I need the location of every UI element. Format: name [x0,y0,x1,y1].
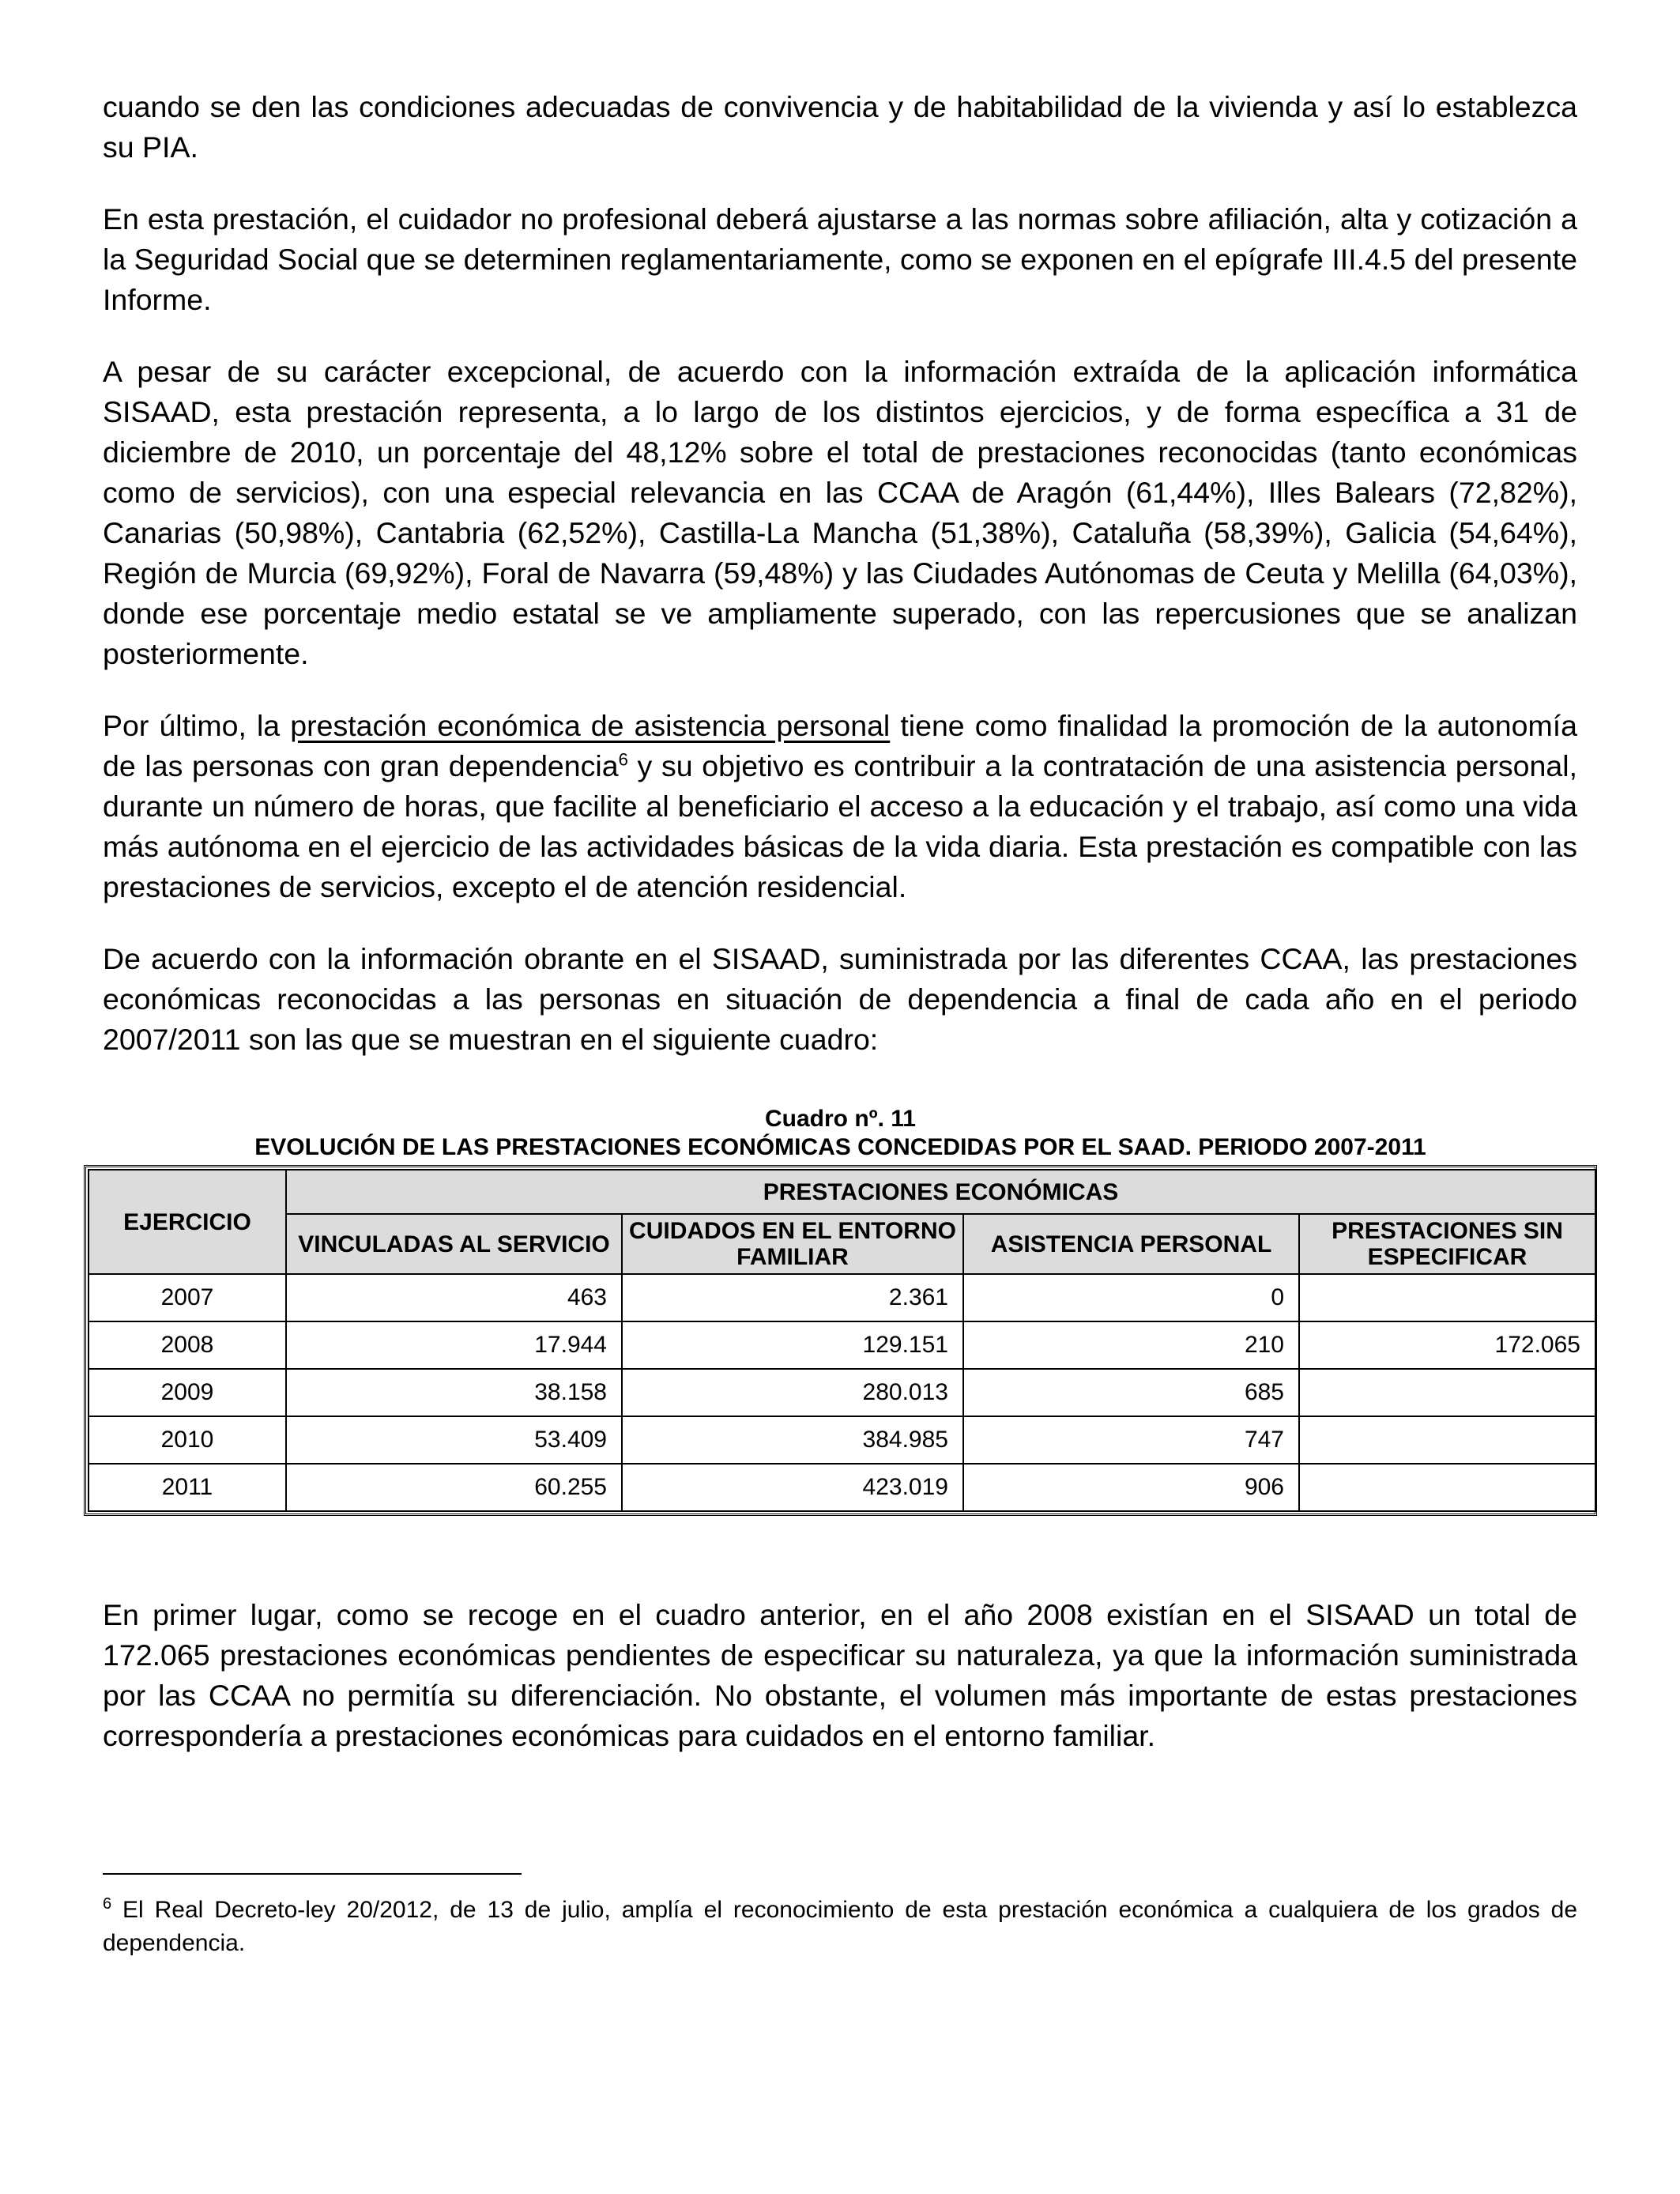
paragraph-5: De acuerdo con la información obrante en el SISAAD, suministrada por las diferentes CCAA, las prestaciones económicas reconocidas a las personas en situación de dependencia a final de cada año en el periodo 2007/2011 son las que se muestran en el siguiente cuadro: [103,942,1577,1056]
paragraph-2: En esta prestación, el cuidador no profesional deberá ajustarse a las normas sobre afiliación, alta y cotización a la Seguridad Social que se determinen reglamentariamente, como se exponen en el epígrafe III.4.5 del presente Informe. [103,202,1577,316]
header-sin-especificar: PRESTACIONES SIN ESPECIFICAR [1299,1214,1595,1274]
cell-cuidados: 280.013 [622,1369,963,1416]
paragraph-4-end: y su objetivo es contribuir a la contratación de una asistencia personal, durante un número de horas, que facilite al beneficiario el acceso a la educación y el trabajo, así como una vida más autónoma en el ejercicio de las actividades básicas de la vida diaria. Esta prestación es compatible con las prestaciones de servicios, excepto el de atención residencial. [103,749,1578,903]
table-row [89,1464,1595,1511]
cell-asistencia: 685 [963,1369,1299,1416]
cell-cuidados: 2.361 [622,1274,963,1321]
table-caption-number: Cuadro nº. 11 [764,1106,916,1132]
table-row [89,1321,1595,1369]
body-text-bottom [103,1595,1577,1788]
footnote [103,1894,1577,1960]
cell-sin-especificar [1299,1369,1595,1416]
header-asistencia: ASISTENCIA PERSONAL [963,1214,1299,1274]
table-row [89,1369,1595,1416]
cell-sin-especificar [1299,1464,1595,1511]
cell-asistencia: 0 [963,1274,1299,1321]
header-cuidados: CUIDADOS EN EL ENTORNO FAMILIAR [622,1214,963,1274]
header-prestaciones-group: PRESTACIONES ECONÓMICAS [286,1170,1595,1214]
cell-asistencia: 747 [963,1416,1299,1464]
cell-year: 2010 [89,1416,286,1464]
paragraph-4 [103,706,1577,907]
table-caption-title: EVOLUCIÓN DE LAS PRESTACIONES ECONÓMICAS CONCEDIDAS POR EL SAAD. PERIODO 2007-2011 [254,1134,1426,1160]
cell-vinculadas: 53.409 [286,1416,622,1464]
cell-cuidados: 129.151 [622,1321,963,1369]
cell-year: 2008 [89,1321,286,1369]
paragraph-4-start: Por último, la [103,709,291,742]
table-caption [84,1105,1597,1162]
cell-year: 2009 [89,1369,286,1416]
cell-cuidados: 384.985 [622,1416,963,1464]
cell-sin-especificar [1299,1274,1595,1321]
body-text-top [103,87,1577,1091]
cell-asistencia: 210 [963,1321,1299,1369]
cell-vinculadas: 463 [286,1274,622,1321]
paragraph-4-middle: tiene como finalidad la promoción de la autonomía de las personas con gran dependencia [103,709,1578,782]
header-ejercicio: EJERCICIO [89,1170,286,1274]
cell-year: 2007 [89,1274,286,1321]
header-vinculadas: VINCULADAS AL SERVICIO [286,1214,622,1274]
footnote-separator [103,1873,522,1875]
underlined-term: prestación económica de asistencia personal [290,709,891,742]
cell-sin-especificar: 172.065 [1299,1321,1595,1369]
paragraph-1: cuando se den las condiciones adecuadas de convivencia y de habitabilidad de la vivienda y así lo establezca su PIA. [103,90,1577,164]
cell-vinculadas: 38.158 [286,1369,622,1416]
cell-vinculadas: 60.255 [286,1464,622,1511]
table-row [89,1416,1595,1464]
table-row [89,1274,1595,1321]
footnote-reference: 6 [618,749,628,770]
paragraph-6: En primer lugar, como se recoge en el cuadro anterior, en el año 2008 existían en el SISAAD un total de 172.065 prestaciones económicas pendientes de especificar su naturaleza, ya que la información suministrada por las CCAA no permitía su diferenciación. No obstante, el volumen más importante de estas prestaciones correspondería a prestaciones económicas para cuidados en el entorno familiar. [103,1598,1577,1752]
paragraph-3: A pesar de su carácter excepcional, de acuerdo con la información extraída de la aplicación informática SISAAD, esta prestación representa, a lo largo de los distintos ejercicios, y de forma específica a 31 de diciembre de 2010, un porcentaje del 48,12% sobre el total de prestaciones reconocidas (tanto económicas como de servicios), con una especial relevancia en las CCAA de Aragón (61,44%), Illes Balears (72,82%), Canarias (50,98%), Cantabria (62,52%), Castilla-La Mancha (51,38%), Cataluña (58,39%), Galicia (54,64%), Región de Murcia (69,92%), Foral de Navarra (59,48%) y las Ciudades Autónomas de Ceuta y Melilla (64,03%), donde ese porcentaje medio estatal se ve ampliamente superado, con las repercusiones que se analizan posteriormente. [103,355,1577,670]
data-table [88,1169,1596,1512]
footnote-marker: 6 [103,1895,112,1913]
cell-sin-especificar [1299,1416,1595,1464]
footnote-text: El Real Decreto-ley 20/2012, de 13 de julio, amplía el reconocimiento de esta prestación económica a cualquiera de los grados de dependencia. [103,1897,1577,1956]
cell-asistencia: 906 [963,1464,1299,1511]
cell-year: 2011 [89,1464,286,1511]
cell-cuidados: 423.019 [622,1464,963,1511]
cell-vinculadas: 17.944 [286,1321,622,1369]
data-table-frame [84,1165,1597,1516]
